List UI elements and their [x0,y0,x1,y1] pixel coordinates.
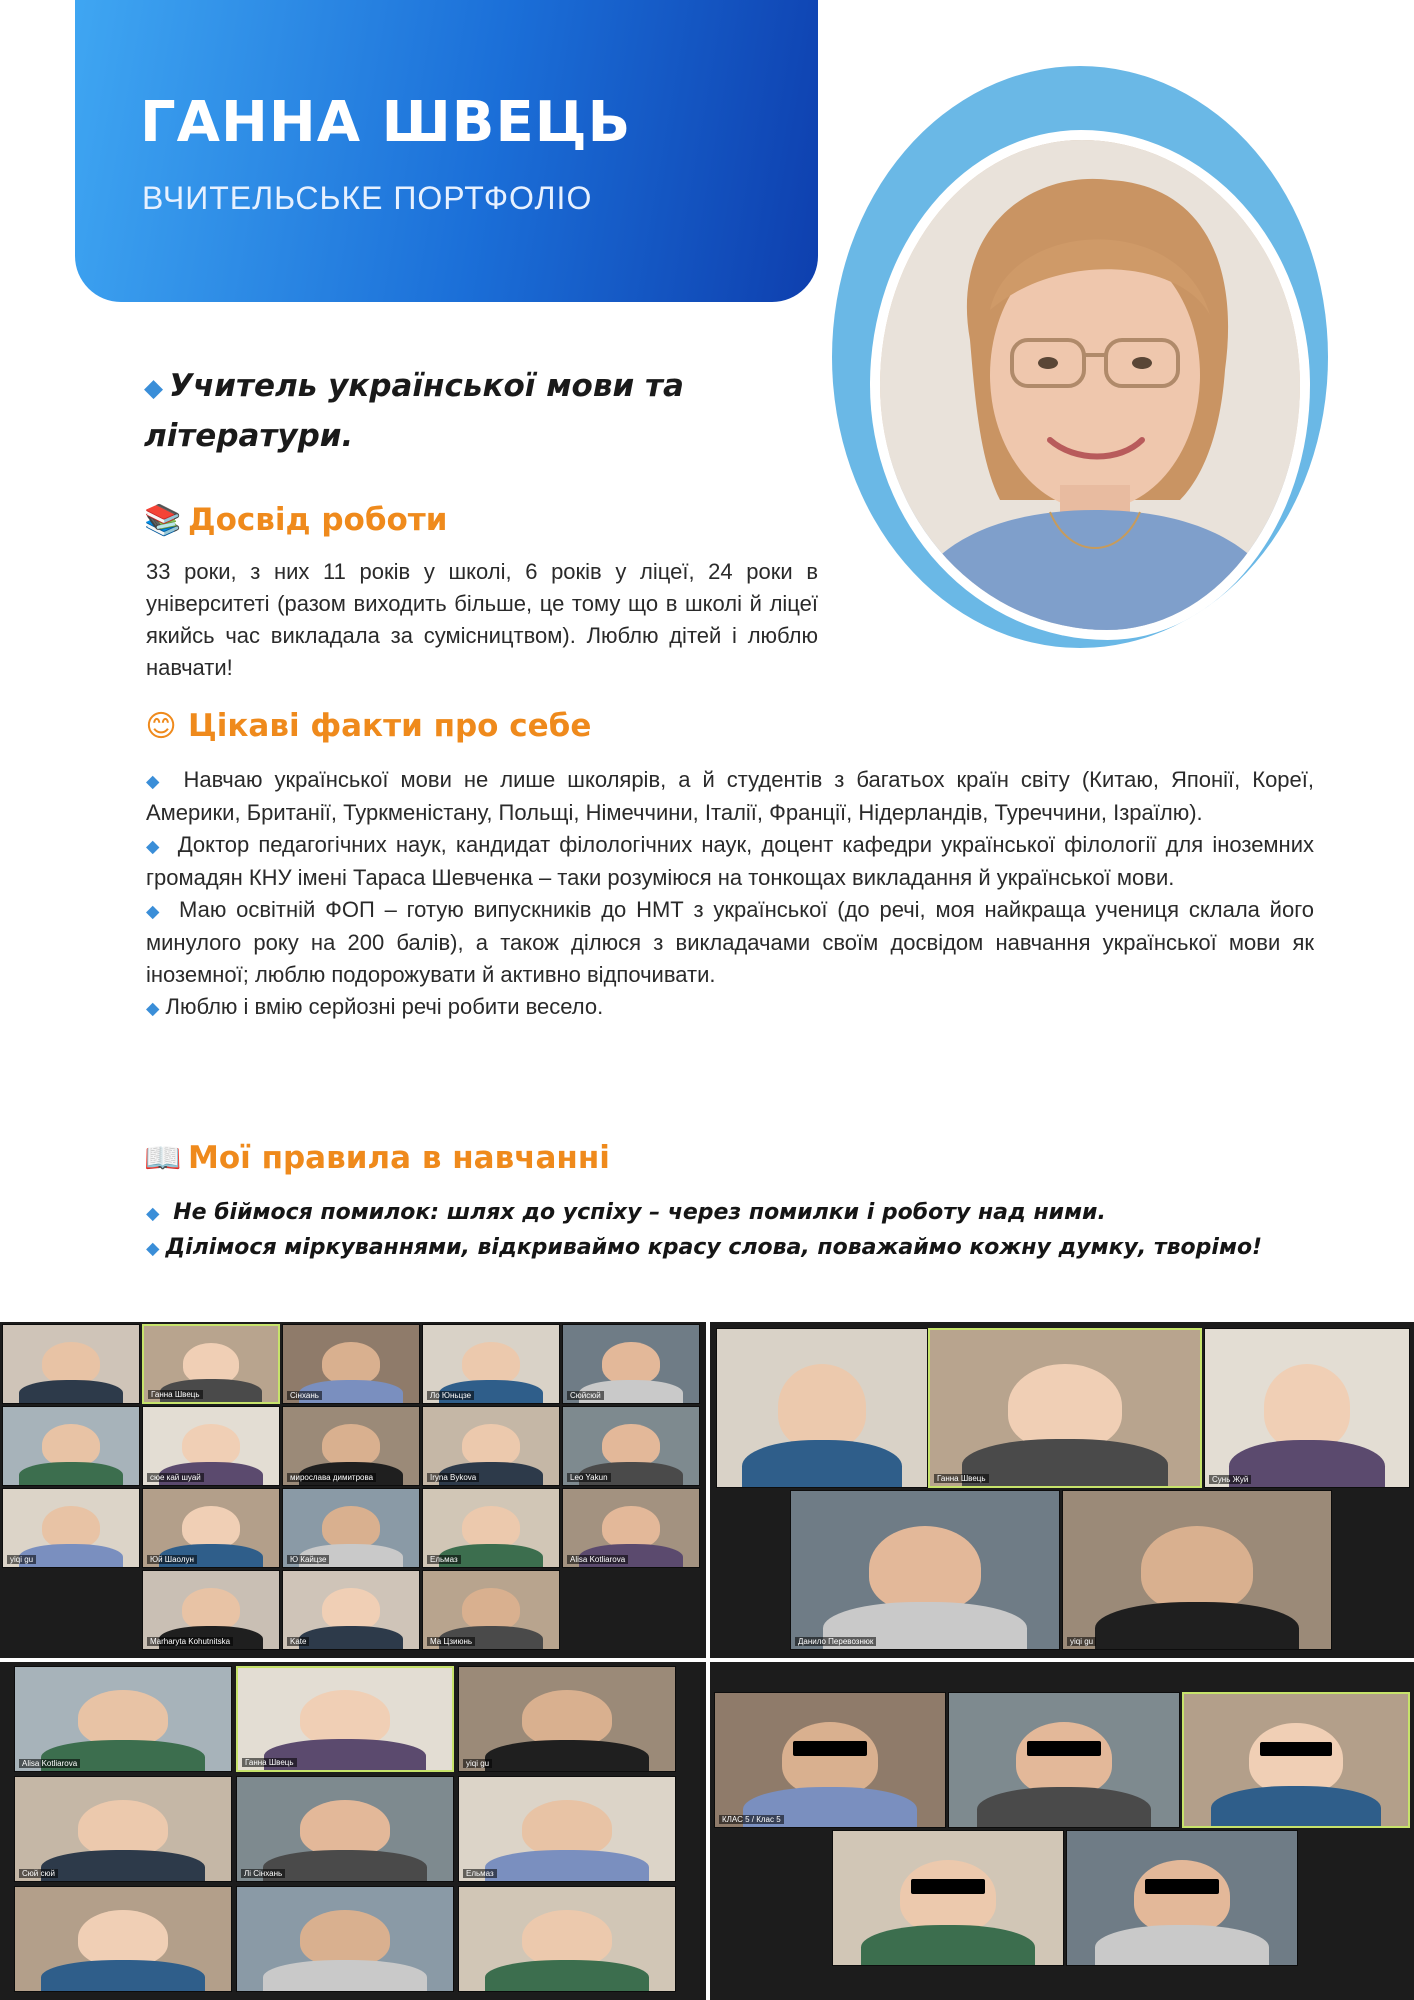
participant-face [78,1800,169,1856]
video-tile [422,1488,560,1568]
participant-face [182,1424,239,1466]
participant-body [1095,1925,1270,1966]
video-tile [1066,1830,1298,1966]
experience-title: Досвід роботи [188,502,448,538]
participant-face [78,1690,169,1746]
participant-body [1095,1602,1299,1650]
rule-item [146,1231,1316,1266]
participant-face [522,1800,613,1856]
participant-body [41,1960,205,1992]
participant-face [322,1342,379,1384]
participant-name: yiqi gu [463,1759,492,1768]
participant-body [1211,1786,1381,1828]
video-tile [832,1830,1064,1966]
video-tile [282,1324,420,1404]
video-tile [14,1886,232,1992]
participant-face [869,1526,982,1611]
video-tile [562,1324,700,1404]
video-tile [282,1488,420,1568]
rules-list [146,1196,1316,1266]
participant-face [778,1364,866,1449]
participant-face [78,1910,169,1966]
video-tile [928,1328,1202,1488]
participant-face [42,1342,99,1384]
video-tile [2,1406,140,1486]
video-tile [236,1776,454,1882]
video-call-screenshot-1 [0,1322,706,1658]
participant-body [19,1380,122,1404]
participant-face [1016,1722,1113,1794]
pixel-sunglasses-icon [1145,1879,1219,1894]
participant-body [263,1960,427,1992]
participant-face [322,1424,379,1466]
participant-face [522,1690,613,1746]
video-tile [282,1570,420,1650]
participant-body [1229,1440,1384,1488]
participant-face [42,1506,99,1548]
video-tile [562,1488,700,1568]
participant-name: yiqi gu [1067,1637,1096,1646]
participant-name: Ло Юньцзе [427,1391,474,1400]
participant-name: Marharyta Kohutnitska [147,1637,233,1646]
pixel-sunglasses-icon [1260,1742,1332,1757]
participant-face [1141,1526,1254,1611]
video-tile [142,1488,280,1568]
participant-name: Сюй сюй [19,1869,58,1878]
fact-text: Доктор педагогічних наук, кандидат філологічних наук, доцент кафедри української філології для іноземних громадян КНУ імені Тараса Шевченка – таки розуміюся на тонкощах викладання й української мови. [146,832,1314,890]
diamond-bullet-icon: ◆ [146,836,163,856]
participant-name: Ганна Швець [148,1390,203,1399]
participant-name: Сюйсюй [567,1391,604,1400]
video-tile [236,1886,454,1992]
participant-face [462,1588,519,1630]
participant-name: Лі Сінхань [241,1869,285,1878]
video-tile [458,1776,676,1882]
video-tile [142,1406,280,1486]
participant-body [861,1925,1036,1966]
video-tile [422,1406,560,1486]
participant-face [300,1690,390,1745]
facts-heading [144,708,591,744]
participant-body [485,1960,649,1992]
participant-name: КЛАС 5 / Клас 5 [719,1815,784,1824]
participant-body [41,1850,205,1882]
video-tile [1182,1692,1410,1828]
participant-name: Ма Цзиюнь [427,1637,475,1646]
participant-name: Сунь Жуй [1209,1475,1251,1484]
experience-text: 33 роки, з них 11 років у школі, 6 років у ліцеї, 24 роки в університеті (разом виходить більше, це тому що в школі й ліцеї якийсь час викладала за сумісництвом). Люблю дітей і люблю навчати! [146,559,818,680]
participant-name: yiqi gu [7,1555,36,1564]
facts-list [146,764,1314,1024]
participant-face [782,1722,879,1794]
participant-name: Leo Yakun [567,1473,611,1482]
diamond-bullet-icon: ◆ [144,373,164,402]
participant-name: Ганна Швець [242,1758,297,1767]
participant-body [19,1462,122,1486]
experience-heading [144,502,447,538]
participant-body [742,1440,902,1488]
rule-item [146,1196,1316,1231]
participant-face [602,1342,659,1384]
participant-face [322,1588,379,1630]
video-tile [458,1666,676,1772]
participant-body [299,1626,402,1650]
video-tile [2,1324,140,1404]
video-tile [714,1692,946,1828]
diamond-bullet-icon: ◆ [146,771,166,791]
video-tile [716,1328,928,1488]
participant-name: Alisa Kotliarova [567,1555,628,1564]
fact-item [146,829,1314,894]
participant-face [300,1910,391,1966]
fact-text: Люблю і вмію серйозні речі робити весело. [165,994,604,1019]
fact-item [146,764,1314,829]
fact-item [146,894,1314,991]
participant-body [485,1740,649,1772]
pixel-sunglasses-icon [793,1741,867,1756]
video-tile [1062,1490,1332,1650]
participant-name: Ю Кайцзе [287,1555,329,1564]
participant-face [602,1506,659,1548]
participant-name: Сінхань [287,1391,322,1400]
video-call-screenshot-3 [0,1662,706,2000]
participant-name: Ельмаз [427,1555,461,1564]
video-tile [142,1570,280,1650]
video-call-screenshot-2 [710,1322,1414,1658]
rule-text: Ділімося міркуваннями, відкриваймо красу слова, поважаймо кожну думку, творімо! [165,1235,1263,1260]
pixel-sunglasses-icon [1027,1741,1101,1756]
pixel-sunglasses-icon [911,1879,985,1894]
diamond-bullet-icon: ◆ [146,1239,160,1259]
facts-title: Цікаві факти про себе [188,708,592,744]
video-tile [2,1488,140,1568]
participant-name: Ельмаз [463,1869,497,1878]
video-tile [282,1406,420,1486]
participant-face [300,1800,391,1856]
diamond-bullet-icon: ◆ [146,998,160,1018]
rule-text: Не біймося помилок: шлях до успіху – через помилки і роботу над ними. [173,1200,1106,1225]
video-tile [458,1886,676,1992]
participant-face [602,1424,659,1466]
video-tile [14,1666,232,1772]
teacher-name: ГАННА ШВЕЦЬ [140,90,632,155]
participant-face [183,1343,239,1384]
participant-body [263,1850,427,1882]
video-tile [948,1692,1180,1828]
participant-name: Kate [287,1637,309,1646]
participant-face [1008,1364,1121,1448]
diamond-bullet-icon: ◆ [146,901,164,921]
books-icon: 📚 [144,502,182,538]
participant-name: Iryna Bykova [427,1473,479,1482]
participant-body [485,1850,649,1882]
participant-name: сюе кай шуай [147,1473,204,1482]
participant-face [462,1342,519,1384]
participant-body [264,1739,427,1772]
participant-face [462,1506,519,1548]
video-tile [236,1666,454,1772]
participant-face [1249,1723,1343,1794]
participant-name: Alisa Kotliarova [19,1759,80,1768]
participant-name: Ганна Швець [934,1474,989,1483]
video-tile [790,1490,1060,1650]
participant-face [522,1910,613,1966]
video-tile [422,1324,560,1404]
video-tile [422,1570,560,1650]
video-tile [142,1324,280,1404]
participant-body [962,1439,1167,1488]
fact-text: Навчаю української мови не лише школярів, а й студентів з багатьох країн світу (Китаю, Японії, Кореї, Америки, Британії, Туркменістану, Польщі, Німеччини, Італії, Франції, Нідерландів, Туреччини, Ізраїлю). [146,767,1314,825]
video-call-screenshot-4 [710,1662,1414,2000]
smiling-face-icon: 😊 [145,708,177,744]
portfolio-subtitle: ВЧИТЕЛЬСЬКЕ ПОРТФОЛІО [142,180,593,216]
participant-face [182,1506,239,1548]
participant-face [182,1588,239,1630]
video-tile [14,1776,232,1882]
participant-face [42,1424,99,1466]
participant-name: Юй Шаолун [147,1555,197,1564]
teacher-role [144,362,784,460]
video-tile [1204,1328,1410,1488]
participant-face [1264,1364,1350,1449]
participant-face [322,1506,379,1548]
participant-name: Данило Перевознюк [795,1637,876,1646]
participant-face [1134,1860,1231,1932]
rules-title: Мої правила в навчанні [188,1140,610,1176]
open-book-icon: 📖 [144,1140,182,1176]
participant-name: мирослава димитрова [287,1473,376,1482]
diamond-bullet-icon: ◆ [146,1204,160,1224]
fact-text: Маю освітній ФОП – готую випускників до НМТ з української (до речі, моя найкраща учениця склала його минулого року на 200 балів), а також ділюся з викладачами своїм досвідом навчання української мови як іноземної; люблю подорожувати й активно відпочивати. [146,897,1314,987]
fact-item [146,991,1314,1024]
role-text: Учитель української мови та літератури. [144,368,684,454]
participant-body [977,1787,1152,1828]
participant-face [900,1860,997,1932]
rules-heading [144,1140,610,1176]
video-tile [562,1406,700,1486]
participant-face [462,1424,519,1466]
